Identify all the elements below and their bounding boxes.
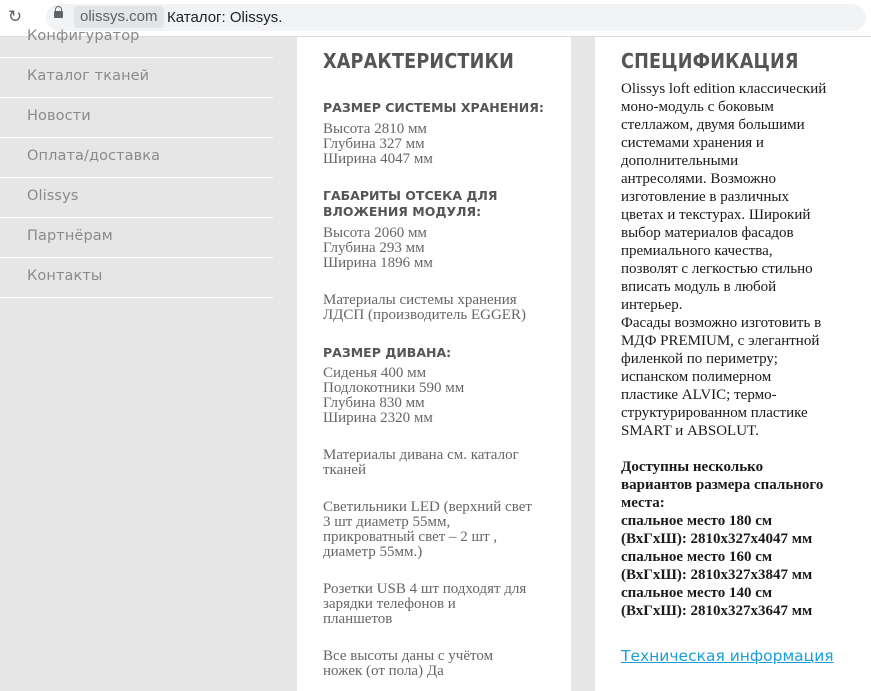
specification-heading: СПЕЦИФИКАЦИЯ bbox=[621, 49, 799, 73]
column-gap bbox=[571, 37, 595, 691]
sidebar-item-label: Новости bbox=[27, 108, 91, 124]
sofa-materials-line-2: тканей bbox=[323, 462, 366, 478]
spec-line: вписать модуль в любой bbox=[621, 279, 777, 295]
spec-line: премиального качества, bbox=[621, 243, 773, 259]
specification-panel bbox=[595, 37, 871, 691]
spec-bold-line: места: bbox=[621, 495, 665, 511]
spec-line: интерьер. bbox=[621, 297, 683, 313]
led-line-4: диаметр 55мм.) bbox=[323, 544, 423, 560]
storage-depth: Глубина 327 мм bbox=[323, 136, 425, 152]
sidebar-item-contacts[interactable] bbox=[0, 258, 273, 298]
sidebar-item-configurator[interactable] bbox=[0, 18, 273, 58]
spec-line: выбор материалов фасадов bbox=[621, 225, 794, 241]
spec-line: испанском полимерном bbox=[621, 369, 772, 385]
address-page-title: Каталог: Olissys. bbox=[167, 9, 283, 26]
spec-line: SMART и ABSOLUT. bbox=[621, 423, 759, 439]
sleeping-place-sizes bbox=[621, 458, 849, 620]
address-domain: olissys.com bbox=[74, 6, 164, 28]
heights-line-2: ножек (от пола) Да bbox=[323, 663, 444, 679]
usb-line-3: планшетов bbox=[323, 611, 393, 627]
reload-icon[interactable]: ↻ bbox=[7, 7, 23, 27]
spec-bold-line: (ВхГхШ): 2810x327x4047 мм bbox=[621, 531, 813, 547]
storage-materials-line-2: ЛДСП (производитель EGGER) bbox=[323, 307, 526, 323]
sidebar-item-news[interactable] bbox=[0, 98, 273, 138]
spec-line: системами хранения и bbox=[621, 135, 764, 151]
led-line-3: прикроватный свет – 2 шт , bbox=[323, 529, 498, 545]
characteristics-heading: ХАРАКТЕРИСТИКИ bbox=[323, 49, 514, 73]
sofa-depth: Глубина 830 мм bbox=[323, 395, 425, 411]
technical-info-link[interactable]: Техническая информация bbox=[621, 647, 834, 665]
sidebar-item-label: Оплата/доставка bbox=[27, 148, 161, 164]
storage-size-title: РАЗМЕР СИСТЕМЫ ХРАНЕНИЯ: bbox=[323, 100, 544, 115]
spec-line: Olissys loft edition классический bbox=[621, 81, 827, 97]
compartment-title: ГАБАРИТЫ ОТСЕКА ДЛЯ ВЛОЖЕНИЯ МОДУЛЯ: bbox=[323, 188, 498, 219]
spec-line: антресолями. Возможно bbox=[621, 171, 777, 187]
spec-line: изготовление в различных bbox=[621, 189, 789, 205]
spec-line: филенкой по периметру; bbox=[621, 351, 778, 367]
spec-line: пластике ALVIC; термо- bbox=[621, 387, 777, 403]
spec-line: дополнительными bbox=[621, 153, 739, 169]
lock-icon[interactable] bbox=[54, 11, 63, 18]
spec-line: позволят с легкостью стильно bbox=[621, 261, 813, 277]
sofa-materials-line-1: Материалы дивана см. каталог bbox=[323, 447, 519, 463]
usb-line-2: зарядки телефонов и bbox=[323, 596, 456, 612]
sofa-size-title: РАЗМЕР ДИВАНА: bbox=[323, 345, 452, 360]
spec-line: стеллажом, двумя большими bbox=[621, 117, 805, 133]
compartment-height: Высота 2060 мм bbox=[323, 225, 427, 241]
spec-bold-line: (ВхГхШ): 2810x327x3647 мм bbox=[621, 603, 813, 619]
storage-materials-line-1: Материалы системы хранения bbox=[323, 292, 517, 308]
spec-line: структурированном пластике bbox=[621, 405, 808, 421]
usb-line-1: Розетки USB 4 шт подходят для bbox=[323, 581, 527, 597]
led-line-1: Светильники LED (верхний свет bbox=[323, 499, 532, 515]
sidebar-item-label: Конфигуратор bbox=[27, 28, 140, 44]
storage-width: Ширина 4047 мм bbox=[323, 151, 433, 167]
heights-line-1: Все высоты даны с учётом bbox=[323, 648, 494, 664]
spec-bold-line: спальное место 140 см bbox=[621, 585, 773, 601]
sidebar-item-payment-delivery[interactable] bbox=[0, 138, 273, 178]
spec-bold-line: Доступны несколько bbox=[621, 459, 764, 475]
sofa-width: Ширина 2320 мм bbox=[323, 410, 433, 426]
compartment-width: Ширина 1896 мм bbox=[323, 255, 433, 271]
sidebar-item-label: Контакты bbox=[27, 268, 103, 284]
spec-bold-line: вариантов размера спального bbox=[621, 477, 824, 493]
spec-bold-line: спальное место 160 см bbox=[621, 549, 773, 565]
storage-height: Высота 2810 мм bbox=[323, 121, 427, 137]
spec-bold-line: спальное место 180 см bbox=[621, 513, 773, 529]
spec-line: моно-модуль с боковым bbox=[621, 99, 774, 115]
spec-bold-line: (ВхГхШ): 2810x327x3847 мм bbox=[621, 567, 813, 583]
sofa-seat: Сиденья 400 мм bbox=[323, 365, 427, 381]
compartment-depth: Глубина 293 мм bbox=[323, 240, 425, 256]
spec-line: цветах и текстурах. Широкий bbox=[621, 207, 811, 223]
sidebar-item-partners[interactable] bbox=[0, 218, 273, 258]
sidebar-item-olissys[interactable] bbox=[0, 178, 273, 218]
characteristics-panel bbox=[297, 37, 571, 691]
sofa-armrests: Подлокотники 590 мм bbox=[323, 380, 465, 396]
sidebar-nav bbox=[0, 28, 273, 691]
specification-description bbox=[621, 80, 849, 440]
sidebar-item-label: Каталог тканей bbox=[27, 68, 150, 84]
led-line-2: 3 шт диаметр 55мм, bbox=[323, 514, 451, 530]
sidebar-item-label: Olissys bbox=[27, 188, 79, 204]
sidebar-item-fabric-catalog[interactable] bbox=[0, 58, 273, 98]
sidebar-item-label: Партнёрам bbox=[27, 228, 113, 244]
spec-line: МДФ PREMIUM, с элегантной bbox=[621, 333, 820, 349]
spec-line: Фасады возможно изготовить в bbox=[621, 315, 822, 331]
